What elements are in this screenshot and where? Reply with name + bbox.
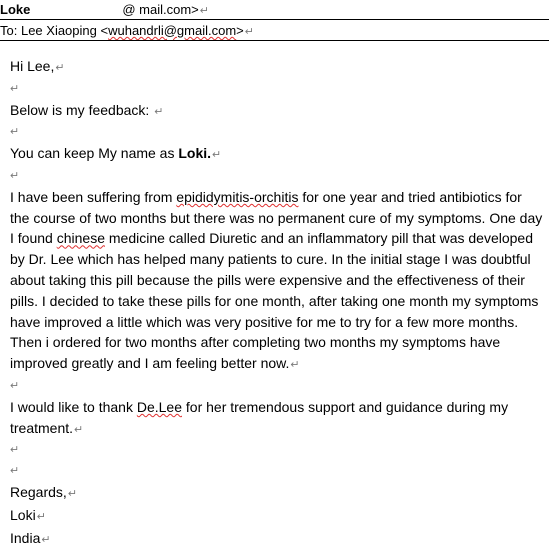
recipient-email[interactable]: wuhandrli@gmail.com [108,23,237,38]
paragraph-text: I have been suffering from [10,188,173,205]
sender-email-partial: @ mail.com> [122,2,199,17]
paragraph-mark-icon: ↵ [10,126,20,139]
misspelled-word: chinese [56,230,105,247]
paragraph-mark-icon: ↵ [67,487,78,500]
regards-text: Regards, [10,483,67,500]
blank-line [10,440,545,461]
paragraph-mark-icon: ↵ [41,533,51,546]
email-from-header [0,1,209,20]
regards-line [10,482,545,505]
signature-name-line [10,505,545,528]
paragraph-mark-icon: ↵ [199,5,209,17]
header-divider [0,19,549,20]
blank-line [10,376,545,397]
paragraph-mark-icon: ↵ [154,105,164,118]
sender-name: Loke [0,2,31,17]
intro-line [10,100,545,123]
paragraph-mark-icon: ↵ [10,465,20,478]
keep-name-bold: Loki. [178,145,212,162]
paragraph-mark-icon: ↵ [212,149,222,162]
paragraph-text: I would like to thank [10,398,133,415]
paragraph-mark-icon: ↵ [74,423,84,436]
paragraph-text: for her tremendous support and guidance during my treatment. [10,398,509,436]
paragraph-mark-icon: ↵ [290,359,300,372]
blank-line [10,79,545,100]
paragraph-text: for one year and tried antibiotics for the course of two months but there was no permanent cure of my symptoms. One day I found [10,188,543,247]
blank-line [10,461,545,482]
misspelled-word: epididymitis-orchitis [176,188,299,205]
paragraph-text: medicine called Diuretic and an inflammatory pill that was developed by Dr. Lee which has helped many patients to cure. In the initial stage I was doubtful about taking this pill because the pills were expensive and the effectiveness of their pills. I decided to take these pills for one month, after taking one month my symptoms have improved a little which was very positive for me to try for a few more months. Then i ordered for two months after completing two months my symptoms have improved greatly and I am feeling better now. [10,230,539,372]
intro-text: Below is my feedback: [10,101,150,118]
to-label: To: [0,23,18,38]
keep-name-line [10,143,545,166]
signature-country: India [10,529,41,546]
blank-line [10,122,545,143]
paragraph-mark-icon: ↵ [10,169,20,182]
email-body [10,56,545,550]
keep-name-text: You can keep My name as [10,145,175,162]
paragraph-mark-icon: ↵ [10,379,20,392]
thanks-paragraph [10,397,545,441]
paragraph-mark-icon: ↵ [10,82,20,95]
paragraph-mark-icon: ↵ [55,62,65,74]
greeting-text: Hi Lee, [10,58,55,74]
email-to-header: To: Lee Xiaoping <wuhandrli@gmail.com>↵ [0,23,254,38]
redacted-region [30,6,122,16]
blank-line [10,166,545,187]
signature-name: Loki [10,506,36,523]
paragraph-mark-icon: ↵ [244,26,254,38]
header-divider [0,40,549,41]
paragraph-mark-icon: ↵ [10,444,20,457]
paragraph-mark-icon: ↵ [36,510,46,523]
greeting-line [10,56,545,79]
feedback-paragraph [10,187,545,376]
recipient-name: Lee Xiaoping [20,23,97,38]
misspelled-word: De.Lee [136,398,183,415]
